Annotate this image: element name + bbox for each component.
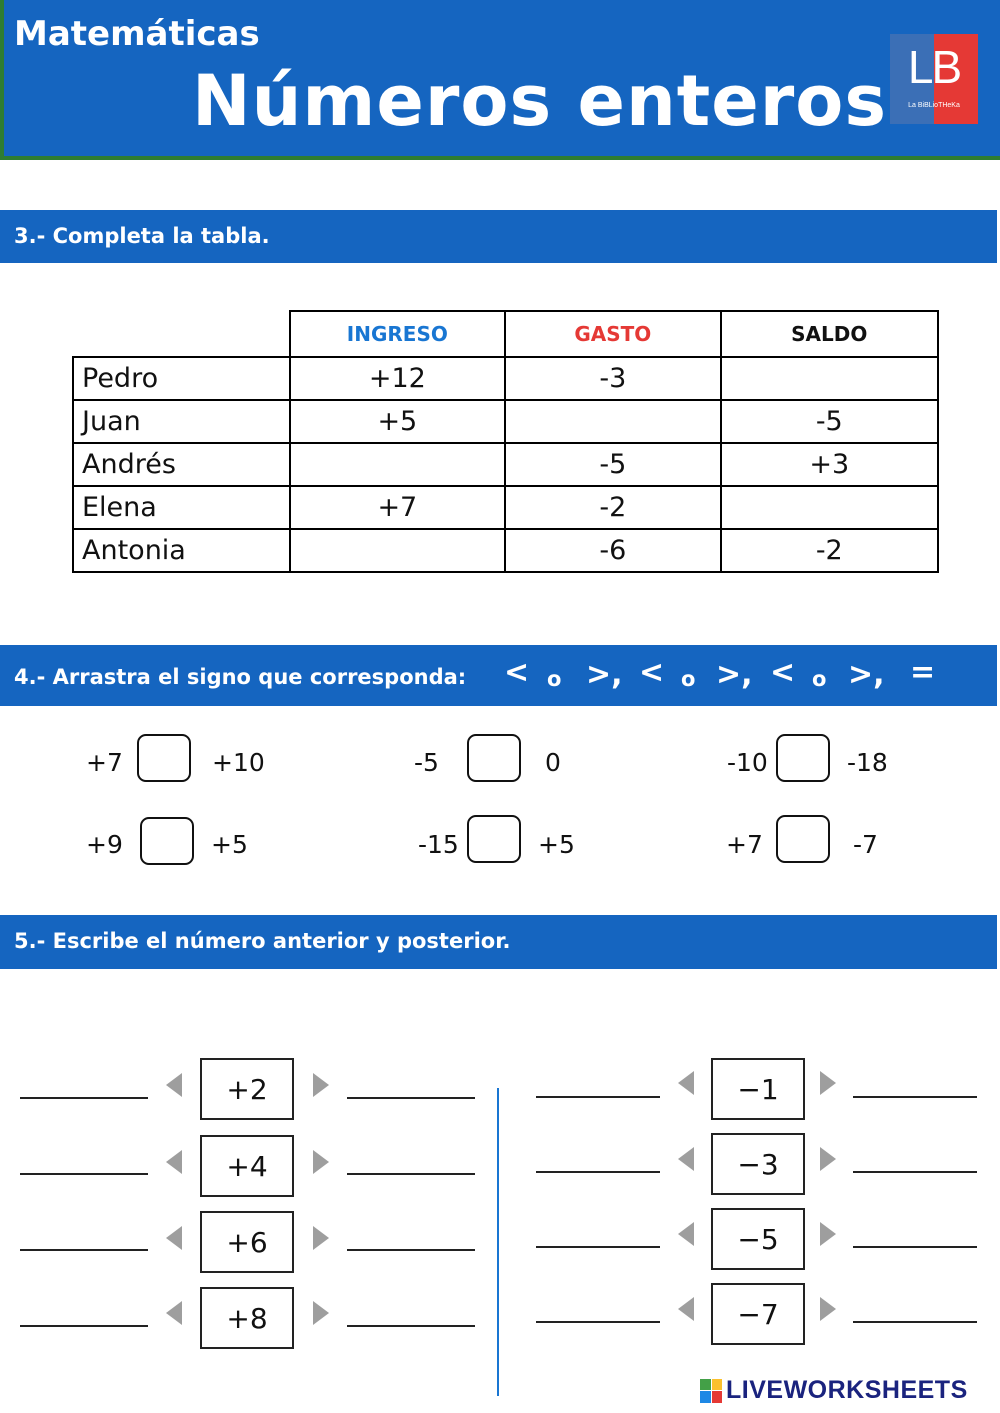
- arrow-right-icon: [313, 1073, 329, 1097]
- answer-line-after[interactable]: [853, 1171, 977, 1173]
- number-box: +6: [200, 1211, 294, 1273]
- answer-line-after[interactable]: [853, 1096, 977, 1098]
- cell-saldo-input[interactable]: [721, 357, 938, 400]
- number-box: −7: [711, 1283, 805, 1345]
- header-edge: [0, 0, 4, 160]
- cell-saldo: -2: [721, 529, 938, 572]
- arrow-left-icon: [678, 1071, 694, 1095]
- arrow-right-icon: [820, 1147, 836, 1171]
- compare-right: -18: [847, 748, 888, 777]
- compare-left: -5: [414, 748, 439, 777]
- answer-line-before[interactable]: [536, 1246, 660, 1248]
- table-header-row: [73, 311, 938, 357]
- header-edge-bottom: [0, 156, 1000, 160]
- arrow-left-icon: [678, 1147, 694, 1171]
- cell-ingreso: +12: [290, 357, 506, 400]
- column-header-ingreso: INGRESO: [290, 311, 506, 357]
- row-name: Juan: [73, 400, 290, 443]
- sign-option[interactable]: >,: [716, 657, 753, 692]
- cell-ingreso-input[interactable]: [290, 443, 506, 486]
- cell-saldo: -5: [721, 400, 938, 443]
- footer-brand-text: LIVEWORKSHEETS: [726, 1376, 968, 1404]
- compare-left: +7: [726, 830, 763, 859]
- cell-gasto: -5: [505, 443, 720, 486]
- section-5-heading-bar: [0, 915, 997, 969]
- cell-gasto: -6: [505, 529, 720, 572]
- arrow-right-icon: [313, 1226, 329, 1250]
- number-box: −5: [711, 1208, 805, 1270]
- number-box: +4: [200, 1135, 294, 1197]
- compare-right: +10: [212, 748, 265, 777]
- column-header-gasto: GASTO: [505, 311, 720, 357]
- cell-saldo: +3: [721, 443, 938, 486]
- section-3-heading-bar: [0, 210, 997, 263]
- answer-line-after[interactable]: [347, 1173, 475, 1175]
- number-box: −1: [711, 1058, 805, 1120]
- arrow-left-icon: [166, 1073, 182, 1097]
- answer-line-before[interactable]: [536, 1096, 660, 1098]
- compare-right: 0: [545, 748, 561, 777]
- arrow-left-icon: [166, 1150, 182, 1174]
- section-3-heading: 3.- Completa la tabla.: [14, 224, 270, 248]
- sign-drop-box[interactable]: [776, 815, 830, 863]
- sign-drop-box[interactable]: [467, 815, 521, 863]
- section-4-heading: 4.- Arrastra el signo que corresponda:: [14, 665, 467, 689]
- sign-option[interactable]: >,: [586, 657, 623, 692]
- sign-separator: o: [547, 667, 562, 691]
- sign-drop-box[interactable]: [137, 734, 191, 782]
- answer-line-after[interactable]: [853, 1246, 977, 1248]
- cell-ingreso: +5: [290, 400, 506, 443]
- arrow-left-icon: [678, 1297, 694, 1321]
- arrow-right-icon: [820, 1222, 836, 1246]
- column-header-saldo: SALDO: [721, 311, 938, 357]
- section-4-heading-bar: [0, 645, 997, 706]
- balance-table: [72, 310, 939, 573]
- answer-line-before[interactable]: [20, 1249, 148, 1251]
- answer-line-after[interactable]: [347, 1249, 475, 1251]
- arrow-right-icon: [313, 1301, 329, 1325]
- number-box: +2: [200, 1058, 294, 1120]
- arrow-left-icon: [678, 1222, 694, 1246]
- page-title: Números enteros: [192, 60, 888, 142]
- table-corner: [73, 311, 290, 357]
- logo-subtext: La BiBLioTHeKa: [908, 102, 960, 109]
- compare-right: +5: [538, 830, 575, 859]
- arrow-right-icon: [820, 1071, 836, 1095]
- sign-option[interactable]: <: [504, 655, 530, 690]
- compare-left: +9: [86, 830, 123, 859]
- section-5-heading: 5.- Escribe el número anterior y posterior.: [14, 929, 511, 953]
- answer-line-after[interactable]: [853, 1321, 977, 1323]
- sign-separator: o: [812, 667, 827, 691]
- compare-left: -15: [418, 830, 459, 859]
- sign-drop-box[interactable]: [776, 734, 830, 782]
- arrow-right-icon: [820, 1297, 836, 1321]
- answer-line-before[interactable]: [20, 1097, 148, 1099]
- footer-brand: [700, 1376, 968, 1405]
- row-name: Andrés: [73, 443, 290, 486]
- answer-line-after[interactable]: [347, 1325, 475, 1327]
- answer-line-before[interactable]: [20, 1325, 148, 1327]
- answer-line-before[interactable]: [536, 1171, 660, 1173]
- sign-option[interactable]: <: [770, 655, 796, 690]
- cell-ingreso: +7: [290, 486, 506, 529]
- table-row: [73, 529, 938, 572]
- table-row: [73, 357, 938, 400]
- cell-saldo-input[interactable]: [721, 486, 938, 529]
- answer-line-before[interactable]: [20, 1173, 148, 1175]
- answer-line-after[interactable]: [347, 1097, 475, 1099]
- column-divider: [497, 1088, 499, 1396]
- cell-ingreso-input[interactable]: [290, 529, 506, 572]
- table-row: [73, 400, 938, 443]
- compare-right: +5: [211, 830, 248, 859]
- cell-gasto-input[interactable]: [505, 400, 720, 443]
- table-row: [73, 443, 938, 486]
- answer-line-before[interactable]: [536, 1321, 660, 1323]
- compare-right: -7: [853, 830, 878, 859]
- sign-option[interactable]: <: [639, 655, 665, 690]
- arrow-left-icon: [166, 1226, 182, 1250]
- row-name: Pedro: [73, 357, 290, 400]
- number-box: −3: [711, 1133, 805, 1195]
- table-row: [73, 486, 938, 529]
- compare-left: -10: [727, 748, 768, 777]
- arrow-right-icon: [313, 1150, 329, 1174]
- header-banner: [0, 0, 1000, 160]
- number-box: +8: [200, 1287, 294, 1349]
- sign-drop-box[interactable]: [467, 734, 521, 782]
- cell-gasto: -3: [505, 357, 720, 400]
- compare-left: +7: [86, 748, 123, 777]
- logo-text: LB: [907, 41, 961, 93]
- cell-gasto: -2: [505, 486, 720, 529]
- arrow-left-icon: [166, 1301, 182, 1325]
- sign-option[interactable]: =: [910, 655, 936, 690]
- sign-drop-box[interactable]: [140, 817, 194, 865]
- sign-separator: o: [681, 667, 696, 691]
- logo: [890, 34, 978, 124]
- subject-title: Matemáticas: [14, 14, 260, 54]
- sign-option[interactable]: >,: [848, 657, 885, 692]
- row-name: Antonia: [73, 529, 290, 572]
- row-name: Elena: [73, 486, 290, 529]
- liveworksheets-icon: [700, 1379, 722, 1403]
